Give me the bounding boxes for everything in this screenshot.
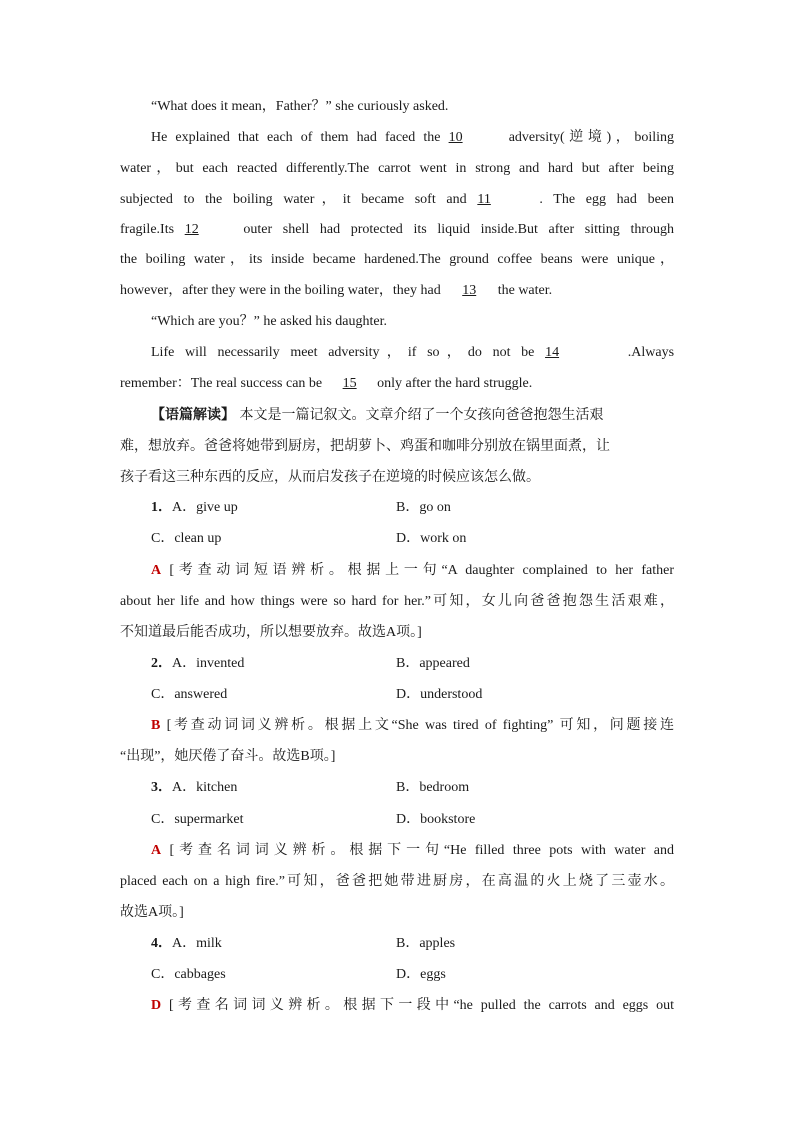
q2-option-a: 2．A．invented <box>151 656 245 671</box>
passage-line-9: Life will necessarily meet adversity，if so，do not be 14 .Always <box>151 343 674 363</box>
q4-option-c: C．cabbages <box>151 967 226 982</box>
q1-answer: A <box>151 563 162 578</box>
reading-analysis-line-3: 孩子看这三种东西的反应，从而启发孩子在逆境的时候应该怎么做。 <box>120 469 540 485</box>
blank-13: 13 <box>462 283 477 298</box>
q3-answer: A <box>151 843 162 858</box>
blank-11: 11 <box>477 192 491 207</box>
q2-option-b: B．appeared <box>396 656 470 671</box>
q2-explanation-line-1: B [考查动词词义辨析。根据上文“She was tired of fighting” 可知，问题接连 <box>151 718 675 733</box>
reading-analysis-line-2: 难，想放弃。爸爸将她带到厨房，把胡萝卜、鸡蛋和咖啡分别放在锅里面煮，让 <box>120 438 610 454</box>
reading-analysis-line-1: 【语篇解读】 本文是一篇记叙文。文章介绍了一个女孩向爸爸抱怨生活艰 <box>151 407 604 423</box>
passage-line-3: water，but each reacted differently.The carrot went in strong and hard but after being <box>120 161 674 176</box>
passage-line-10: remember：The real success can be 15 only after the hard struggle. <box>120 374 674 394</box>
q4-explanation-line-1: D [考查名词词义辨析。根据下一段中“he pulled the carrots and eggs out <box>151 998 675 1013</box>
q4-option-a: 4．A．milk <box>151 936 222 951</box>
q2-option-d: D．understood <box>396 687 483 702</box>
passage-line-1: “What does it mean，Father？” she curiously asked. <box>151 99 449 114</box>
passage-line-8: “Which are you？” he asked his daughter. <box>151 314 387 329</box>
passage-line-5: fragile.Its 12 outer shell had protected its liquid inside.But after sitting through <box>120 220 674 240</box>
blank-10: 10 <box>448 130 463 145</box>
blank-12: 12 <box>184 222 199 237</box>
q1-option-b: B．go on <box>396 500 451 515</box>
q1-explanation-line-1: A [考查动词短语辨析。根据上一句“A daughter complained to her father <box>151 563 674 578</box>
q2-option-c: C．answered <box>151 687 228 702</box>
q1-explanation-line-3: 不知道最后能否成功，所以想要放弃。故选A项。] <box>120 625 422 640</box>
q3-option-a: 3．A．kitchen <box>151 780 238 795</box>
q3-explanation-line-2: placed each on a high fire.”可知，爸爸把她带进厨房，在高温的火上烧了三壶水。 <box>120 874 674 889</box>
passage-line-7: however，after they were in the boiling water，they had 13 the water. <box>120 281 674 301</box>
q1-option-a: 1．A．give up <box>151 500 238 515</box>
passage-line-2: He explained that each of them had faced the 10 adversity(逆境)，boiling <box>151 128 674 148</box>
reading-analysis-label: 【语篇解读】 <box>151 407 235 423</box>
q1-explanation-line-2: about her life and how things were so hard for her.”可知，女儿向爸爸抱怨生活艰难， <box>120 594 674 609</box>
q4-option-d: D．eggs <box>396 967 446 982</box>
q1-option-c: C．clean up <box>151 531 222 546</box>
blank-15: 15 <box>342 376 357 391</box>
blank-14: 14 <box>545 345 560 360</box>
passage-line-6: the boiling water，its inside became hardened.The ground coffee beans were unique， <box>120 252 674 267</box>
passage-line-4: subjected to the boiling water，it became soft and 11 . The egg had been <box>120 190 674 210</box>
q3-explanation-line-1: A [考查名词词义辨析。根据下一句“He filled three pots with water and <box>151 843 674 858</box>
q2-explanation-line-2: “出现”，她厌倦了奋斗。故选B项。] <box>120 749 336 764</box>
q3-explanation-line-3: 故选A项。] <box>120 905 184 920</box>
q4-answer: D <box>151 998 162 1013</box>
q2-answer: B <box>151 718 161 733</box>
q3-option-c: C．supermarket <box>151 812 244 827</box>
q3-option-d: D．bookstore <box>396 812 476 827</box>
q4-option-b: B．apples <box>396 936 456 951</box>
q3-option-b: B．bedroom <box>396 780 470 795</box>
q1-option-d: D．work on <box>396 531 467 546</box>
